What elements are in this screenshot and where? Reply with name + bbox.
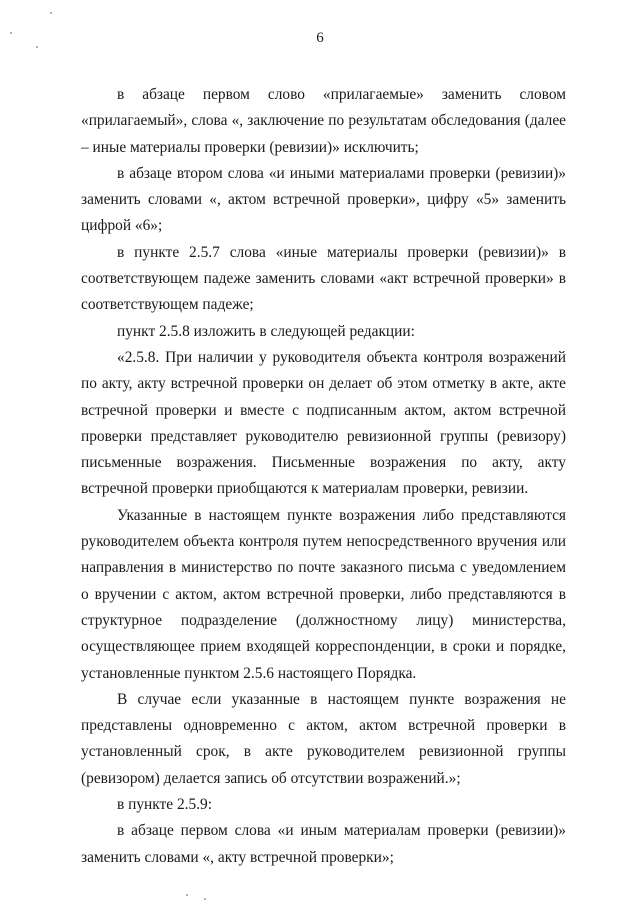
paragraph-7: В случае если указанные в настоящем пункте возражения не представлены одновременно с актом, актом встречной проверки в установленный срок, в акте руководителем ревизионной группы (ревизором) делается запись об отсутствии возражений.»; xyxy=(81,690,566,787)
paragraph-1: в абзаце первом слово «прилагаемые» заменить словом «прилагаемый», слова «, заключение по результатам обследования (далее – иные материалы проверки (ревизии)» исключить; xyxy=(81,86,566,156)
paragraph-6: Указанные в настоящем пункте возражения либо представляются руководителем объекта контроля путем непосредственного вручения или направления в министерство по почте заказного письма с уведомлением о вручении с актом, актом встречной проверки, либо представляются в структурное подразделение (должностному лицу) министерства, осуществляющее прием входящей корреспонденции, в сроки и порядке, установленные пунктом 2.5.6 настоящего Порядка. xyxy=(81,506,566,682)
page-number: 6 xyxy=(316,30,324,46)
scan-speck xyxy=(50,12,52,14)
scan-speck xyxy=(10,32,12,34)
scan-speck xyxy=(204,898,206,900)
scan-speck xyxy=(36,46,38,48)
paragraph-3: в пункте 2.5.7 слова «иные материалы проверки (ревизии)» в соответствующем падеже заменить словами «акт встречной проверки» в соответствующем падеже; xyxy=(81,243,566,314)
paragraph-4: пункт 2.5.8 изложить в следующей редакции: xyxy=(117,322,415,340)
document-body xyxy=(81,82,566,871)
paragraph-5: «2.5.8. При наличии у руководителя объекта контроля возражений по акту, акту встречной проверки он делает об этом отметку в акте, акте встречной проверки и вместе с подписанным актом, актом встречной проверки представляет руководителю ревизионной группы (ревизору) письменные возражения. Письменные возражения по акту, акту встречной проверки приобщаются к материалам проверки, ревизии. xyxy=(81,348,566,498)
scan-speck xyxy=(186,894,188,896)
paragraph-9: в абзаце первом слова «и иным материалам проверки (ревизии)» заменить словами «, акту встречной проверки»; xyxy=(81,822,566,866)
paragraph-2: в абзаце втором слова «и иными материалами проверки (ревизии)» заменить словами «, актом встречной проверки», цифру «5» заменить цифрой «6»; xyxy=(81,164,566,235)
paragraph-8: в пункте 2.5.9: xyxy=(117,796,213,814)
